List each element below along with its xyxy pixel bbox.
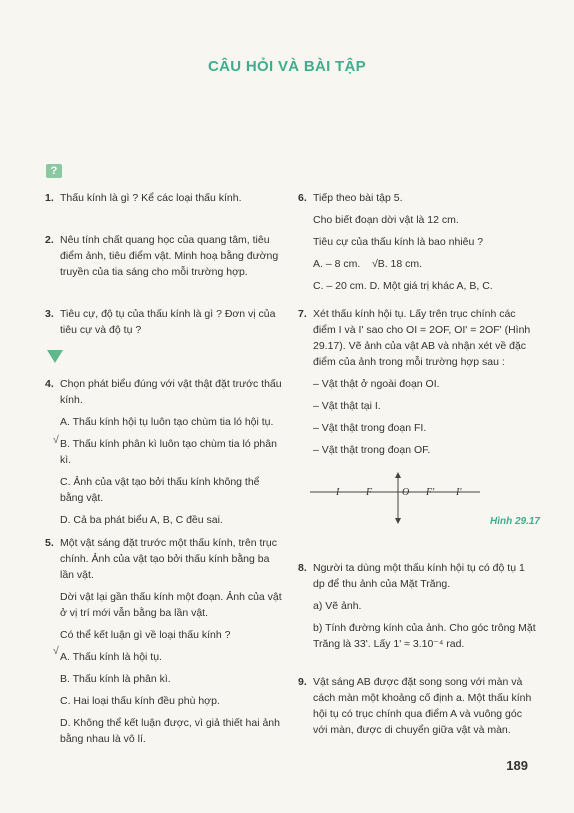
question-3 bbox=[45, 306, 285, 344]
bullet-2: – Vật thật tại I. bbox=[313, 400, 381, 412]
bullet-4: – Vật thật trong đoạn OF. bbox=[313, 444, 431, 456]
triangle-icon bbox=[47, 350, 63, 363]
label-I: I bbox=[336, 487, 340, 498]
question-number: 7. bbox=[298, 308, 307, 320]
question-text: Vật sáng AB được đặt song song với màn và cách màn một khoảng cố định a. Một thấu kính hội tụ có trục chính qua điểm A và vuông góc với màn, được di chuyển giữa vật và màn. bbox=[313, 676, 532, 736]
options-row-2: C. – 20 cm. D. Một giá trị khác A, B, C. bbox=[313, 280, 493, 292]
check-mark-icon: √ bbox=[371, 258, 378, 270]
question-text: Tiếp theo bài tập 5. bbox=[313, 192, 403, 204]
question-mark-icon: ? bbox=[46, 164, 62, 178]
question-2 bbox=[45, 232, 285, 286]
label-F-prime: F' bbox=[426, 487, 435, 498]
question-text: Nêu tính chất quang học của quang tâm, tiêu điểm ảnh, tiêu điểm vật. Minh hoạ bằng đường truyền của tia sáng cho mỗi trường hợp. bbox=[60, 234, 279, 278]
question-8 bbox=[298, 560, 538, 658]
option-d: D. Không thể kết luận được, vì giả thiết hai ảnh bằng nhau là vô lí. bbox=[60, 717, 280, 745]
bullet-1: – Vật thật ở ngoài đoạn OI. bbox=[313, 378, 440, 390]
option-d: D. Cả ba phát biểu A, B, C đều sai. bbox=[60, 514, 223, 526]
question-text-2: Cho biết đoạn dời vật là 12 cm. bbox=[313, 214, 459, 226]
page-title: CÂU HỎI VÀ BÀI TẬP bbox=[208, 58, 366, 75]
question-9 bbox=[298, 674, 538, 744]
question-text-2: Dời vật lại gần thấu kính một đoạn. Ảnh của vật ở vị trí mới vẫn bằng ba lần vật. bbox=[60, 591, 282, 619]
question-text: Người ta dùng một thấu kính hội tụ có độ tụ 1 dp để thu ảnh của Mặt Trăng. bbox=[313, 562, 525, 590]
question-text-3: Tiêu cự của thấu kính là bao nhiêu ? bbox=[313, 236, 484, 248]
question-text: Tiêu cự, độ tụ của thấu kính là gì ? Đơn vị của tiêu cự và độ tụ ? bbox=[60, 308, 276, 336]
question-6 bbox=[298, 190, 538, 300]
question-7 bbox=[298, 306, 538, 464]
label-F: F bbox=[366, 487, 373, 498]
question-text-3: Có thể kết luận gì về loại thấu kính ? bbox=[60, 629, 231, 641]
label-O: O bbox=[402, 487, 410, 498]
question-text: Thấu kính là gì ? Kể các loại thấu kính. bbox=[60, 192, 242, 204]
question-number: 1. bbox=[45, 192, 54, 204]
label-I-prime: I' bbox=[456, 487, 462, 498]
question-text: Một vật sáng đặt trước một thấu kính, trên trục chính. Ảnh của vật tạo bởi thấu kính bằng ba lần vật. bbox=[60, 537, 278, 581]
option-a: A. Thấu kính là hội tụ. bbox=[60, 651, 162, 663]
figure-29-17 bbox=[310, 470, 540, 530]
option-a: A. Thấu kính hội tụ luôn tạo chùm tia ló hội tụ. bbox=[60, 416, 274, 428]
option-a: A. – 8 cm. bbox=[313, 258, 361, 270]
question-text: Chọn phát biểu đúng với vật thật đặt trước thấu kính. bbox=[60, 378, 282, 406]
question-number: 5. bbox=[45, 537, 54, 549]
check-mark-icon: √ bbox=[53, 434, 59, 446]
option-b: B. Thấu kính là phân kì. bbox=[60, 673, 171, 685]
question-number: 2. bbox=[45, 234, 54, 246]
option-b: B. Thấu kính phân kì luôn tạo chùm tia ló phân kì. bbox=[60, 438, 277, 466]
option-b: B. 18 cm. bbox=[377, 258, 423, 270]
lens-arrow-bottom bbox=[395, 518, 401, 524]
question-number: 3. bbox=[45, 308, 54, 320]
figure-caption: Hình 29.17 bbox=[489, 516, 540, 527]
question-number: 9. bbox=[298, 676, 307, 688]
option-c: C. Ảnh của vật tạo bởi thấu kính không thể bằng vật. bbox=[60, 476, 260, 504]
check-mark-icon: √ bbox=[53, 645, 59, 657]
question-text: Xét thấu kính hội tụ. Lấy trên trục chính các điểm I và I' sao cho OI = 2OF, OI' = 2OF' (Hình 29.17). Vẽ ảnh của vật AB và nhận xét về đặc điểm của ảnh trong mỗi trường hợp sau : bbox=[313, 308, 531, 368]
part-a: a) Vẽ ảnh. bbox=[313, 600, 362, 612]
question-4 bbox=[45, 376, 285, 534]
question-number: 6. bbox=[298, 192, 307, 204]
page-number: 189 bbox=[506, 758, 528, 773]
question-number: 4. bbox=[45, 378, 54, 390]
question-number: 8. bbox=[298, 562, 307, 574]
lens-arrow-top bbox=[395, 472, 401, 478]
question-5 bbox=[45, 535, 285, 753]
bullet-3: – Vật thật trong đoạn FI. bbox=[313, 422, 427, 434]
option-c: C. Hai loại thấu kính đều phù hợp. bbox=[60, 695, 220, 707]
options-row-1 bbox=[313, 256, 538, 272]
question-1 bbox=[45, 190, 285, 212]
part-b: b) Tính đường kính của ảnh. Cho góc trông Mặt Trăng là 33'. Lấy 1' ≈ 3.10⁻⁴ rad. bbox=[313, 622, 536, 650]
